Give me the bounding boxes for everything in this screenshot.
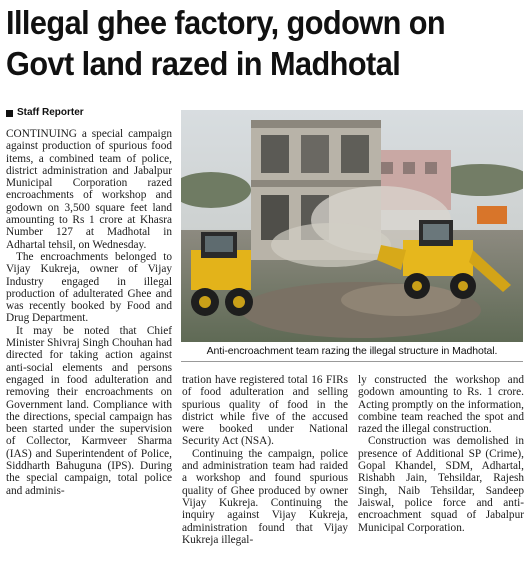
headline-line-2: Govt land razed in Madhotal [6,45,401,82]
paragraph: The encroachments belonged to Vijay Kukreja, owner of Vijay Industry engaged in illegal production of adulterated Ghee and was recently booked by Food and Drug Department. [6,250,172,325]
paragraph: Construction was demolished in presence of Additional SP (Crime), Gopal Khandel, SDM, Adhartal, Rishabh Jain, Tehsildar, Rajesh Singh, Naib Tehsildar, Sandeep Jaiswal, police force and anti-encroachment squad of Jabalpur Municipal Corporation. [358,435,524,534]
article-column-3 [358,374,524,534]
byline-square-icon [6,110,13,117]
headline [6,2,490,84]
news-photo [181,110,523,342]
byline-text: Staff Reporter [17,107,84,118]
photo-caption: Anti-encroachment team razing the illegal structure in Madhotal. [206,345,498,357]
article-column-1 [6,128,172,497]
paragraph: CONTINUING a special campaign against production of spurious food items, a combined team of police, district administration and Jabalpur Municipal Corporation razed encroachments of workshop and godown on 3,500 square feet land amounting to Rs 1 crore at Khasra Number 127 at Madhotal in Adhartal tehsil, on Wednesday. [6,128,172,251]
demolition-photo-illustration [181,110,523,342]
paragraph: It may be noted that Chief Minister Shivraj Singh Chouhan had directed for taking action against anti-social elements and persons engaged in food adulteration and removing their encroachments on Government land. Compliance with the directions, special campaign has been started under the supervision of Collector, Karmveer Sharma (IAS) and Superintendent of Police, Siddharth Bahuguna (IPS). During the special campaign, total police and adminis- [6,324,172,497]
byline [6,107,84,119]
paragraph: Continuing the campaign, police and administration team had raided a workshop and found spurious quality of Ghee produced by owner Vijay Kukreja. Continuing the inquiry against Vijay Kukreja, administration found that Vijay Kukreja illegal- [182,447,348,546]
paragraph: tration have registered total 16 FIRs of food adulteration and selling spurious quality of food in the district while five of the accused were booked under National Security Act (NSA). [182,374,348,448]
headline-line-1: Illegal ghee factory, godown on [6,4,446,41]
caption-divider [181,361,523,362]
article-column-2 [182,374,348,546]
paragraph: ly constructed the workshop and godown amounting to Rs. 1 crore. Acting promptly on the information, combine team reached the spot and razed the illegal construction. [358,374,524,436]
